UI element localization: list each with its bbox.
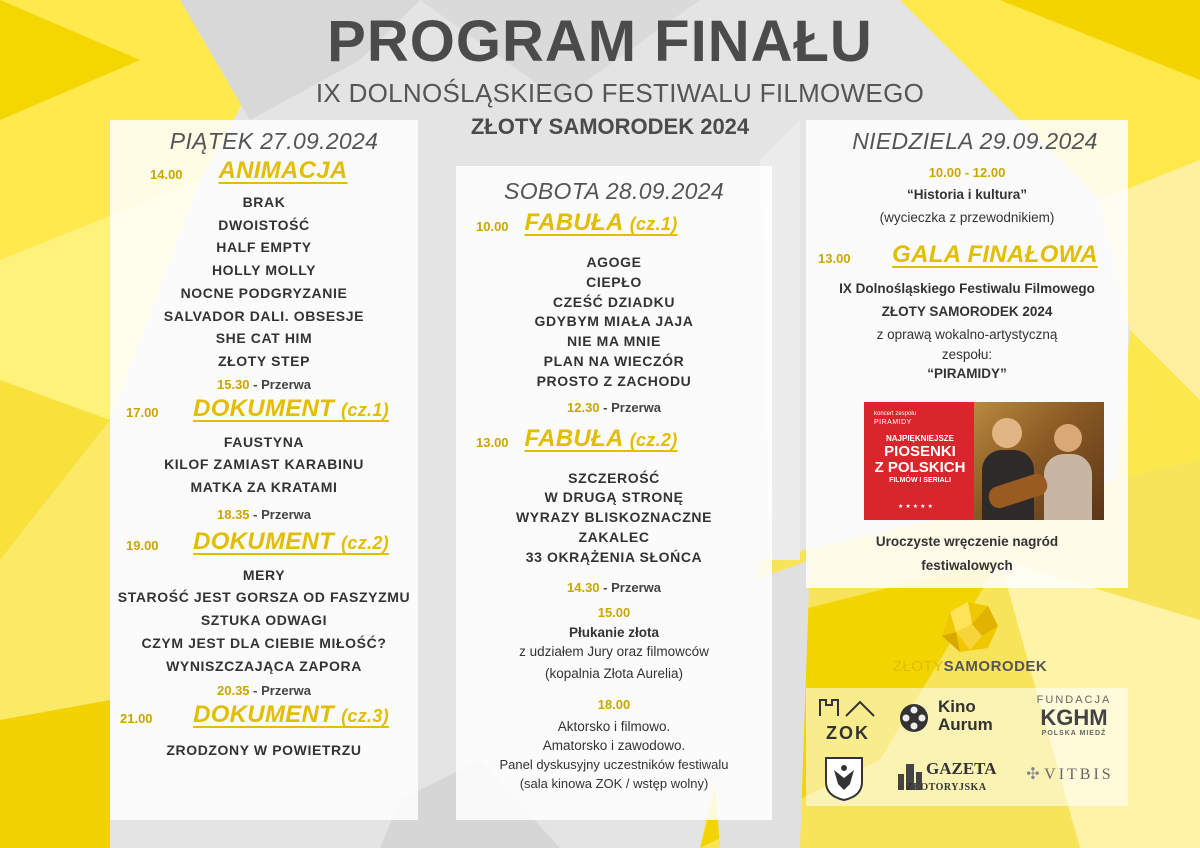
gold-nugget-icon	[890, 596, 1050, 658]
gala-line: ZŁOTY SAMORODEK 2024	[881, 304, 1053, 319]
kghm-top-text: FUNDACJA	[1036, 694, 1112, 706]
friday-column	[110, 128, 418, 762]
vitbis-logo	[1016, 764, 1124, 794]
break-line	[456, 580, 772, 595]
friday-block-dokument2-heading	[110, 528, 418, 562]
friday-dokument3-films	[110, 739, 418, 762]
film-item: KILOF ZAMIAST KARABINU	[164, 456, 364, 473]
kghm-logo	[1028, 694, 1120, 744]
film-item: NOCNE PODGRYZANIE	[180, 284, 348, 301]
break-line	[456, 400, 772, 415]
friday-dokument1-films	[110, 431, 418, 499]
festival-logo-text-b: SAMORODEK	[943, 658, 1048, 675]
event-line: Aktorsko i filmowo.	[557, 718, 671, 734]
closing-line: Uroczyste wręczenie nagród	[875, 534, 1059, 549]
film-item: PLAN NA WIECZÓR	[543, 352, 685, 369]
festival-logo-text-a: ZŁOTY	[892, 658, 944, 675]
block-part: (cz.3)	[341, 706, 389, 727]
tour-desc: (wycieczka z przewodnikiem)	[879, 210, 1055, 225]
film-item: AGOGE	[586, 254, 642, 270]
event-time: 18.00	[597, 696, 631, 712]
zok-logo	[816, 696, 880, 744]
break-line	[110, 507, 418, 522]
event-title: Płukanie złota	[568, 624, 660, 640]
kghm-main-text: KGHM	[1040, 705, 1108, 730]
vitbis-text: VITBIS	[1044, 766, 1114, 783]
break-time: 15.30	[217, 376, 250, 392]
sunday-day-heading: NIEDZIELA 29.09.2024	[852, 128, 1098, 154]
block-label-text: FABUŁA	[524, 209, 623, 236]
saturday-day-heading: SOBOTA 28.09.2024	[504, 178, 724, 204]
saturday-block-fabula2-heading	[456, 425, 772, 459]
film-item: MATKA ZA KRATAMI	[190, 479, 338, 496]
kino-logo-line1: Kino	[938, 697, 976, 716]
film-item: GDYBYM MIAŁA JAJA	[534, 313, 694, 330]
festival-logo	[890, 596, 1050, 686]
band-photo	[974, 402, 1104, 520]
break-time: 20.35	[217, 683, 250, 699]
film-item: PROSTO Z ZACHODU	[536, 372, 692, 389]
kino-aurum-logo	[898, 698, 1008, 738]
break-line	[110, 377, 418, 392]
page-title: PROGRAM FINAŁU	[327, 9, 873, 74]
break-label: - Przerwa	[253, 683, 311, 699]
block-label-text: DOKUMENT	[193, 394, 335, 422]
block-label	[193, 528, 389, 556]
block-label-text: DOKUMENT	[193, 701, 335, 729]
gala-line: z oprawą wokalno-artystyczną	[876, 327, 1058, 342]
block-label-text: ANIMACJA	[218, 157, 348, 184]
gala-label: GALA FINAŁOWA	[892, 241, 1098, 268]
page-subtitle: IX DOLNOŚLĄSKIEGO FESTIWALU FILMOWEGO	[315, 78, 925, 108]
break-time: 18.35	[217, 506, 250, 522]
concert-band: PIRAMIDY	[874, 419, 912, 426]
concert-title-line: NAJPIĘKNIEJSZE	[885, 434, 955, 443]
block-label	[524, 425, 677, 453]
concert-title-line: Z POLSKICH	[874, 459, 966, 476]
film-item: 33 OKRĄŻENIA SŁOŃCA	[525, 548, 703, 565]
film-item: MERY	[242, 566, 286, 583]
concert-stars: ★★★★★	[898, 504, 935, 510]
friday-block-dokument1-heading	[110, 395, 418, 429]
eagle-shield-icon	[822, 754, 866, 802]
gala-band: “PIRAMIDY”	[927, 366, 1007, 381]
break-label: - Przerwa	[253, 506, 311, 522]
castle-icon	[816, 696, 880, 718]
film-item: FAUSTYNA	[223, 433, 305, 450]
film-item: SZTUKA ODWAGI	[200, 612, 328, 629]
band-member-head	[1054, 424, 1082, 452]
gala-line: zespołu:	[941, 347, 993, 362]
kino-logo-line2: Aurum	[938, 715, 993, 734]
break-line	[110, 683, 418, 698]
friday-dokument2-films	[110, 564, 418, 678]
break-time: 14.30	[567, 579, 600, 595]
block-time: 21.00	[120, 711, 153, 727]
band-member-shape	[1044, 454, 1092, 520]
film-item: DWOISTOŚĆ	[218, 216, 310, 233]
tour-time: 10.00 - 12.00	[928, 165, 1006, 180]
film-item: ZAKALEC	[578, 528, 650, 545]
saturday-block-fabula1-heading	[456, 209, 772, 243]
saturday-fabula1-films	[456, 253, 772, 392]
friday-animacja-films	[110, 191, 418, 373]
block-label	[193, 395, 389, 423]
film-item: HALF EMPTY	[216, 239, 312, 256]
friday-block-animacja-heading	[110, 157, 418, 191]
film-item: CIEPŁO	[586, 273, 642, 290]
film-item: W DRUGĄ STRONĘ	[544, 489, 684, 506]
break-label: - Przerwa	[603, 579, 661, 595]
film-item: STAROŚĆ JEST GORSZA OD FASZYZMU	[117, 589, 411, 606]
block-label	[193, 701, 389, 729]
zok-logo-text: ZOK	[826, 723, 870, 743]
film-item: ZŁOTY STEP	[217, 352, 311, 369]
block-time: 14.00	[150, 167, 183, 182]
concert-title-line: FILMÓW I SERIALI	[889, 477, 951, 484]
gala-heading	[806, 241, 1128, 275]
festival-logo-text	[890, 658, 1050, 675]
break-time: 12.30	[567, 399, 600, 415]
vitbis-mark-icon: ✣	[1026, 766, 1040, 783]
kghm-bottom-text: POLSKA MIEDŹ	[1041, 730, 1107, 737]
film-item: SHE CAT HIM	[215, 330, 313, 347]
film-item: BRAK	[242, 194, 286, 210]
gazeta-logo	[896, 758, 1006, 802]
film-item: WYNISZCZAJĄCA ZAPORA	[166, 657, 362, 674]
tour-title: “Historia i kultura”	[906, 187, 1028, 202]
saturday-event-panel	[456, 695, 772, 793]
saturday-event-plukanie	[456, 603, 772, 683]
film-item: CZEŚĆ DZIADKU	[552, 293, 676, 310]
gala-line: IX Dolnośląskiego Festiwalu Filmowego	[839, 281, 1095, 296]
block-time: 13.00	[476, 434, 509, 450]
event-line: Amatorsko i zawodowo.	[542, 737, 686, 753]
gala-time: 13.00	[818, 251, 851, 266]
block-label	[524, 209, 677, 237]
block-time: 19.00	[126, 537, 159, 553]
closing-line: festiwalowych	[921, 558, 1013, 573]
concert-title-line: PIOSENKI	[884, 443, 956, 460]
event-line: Panel dyskusyjny uczestników festiwalu	[499, 756, 729, 772]
saturday-fabula2-films	[456, 469, 772, 568]
block-label-text: DOKUMENT	[193, 527, 335, 555]
block-label-text: FABUŁA	[524, 424, 623, 452]
film-item: SZCZEROŚĆ	[568, 469, 660, 486]
concert-title	[872, 433, 968, 485]
friday-day-heading: PIĄTEK 27.09.2024	[169, 128, 379, 154]
concert-small-text: koncert zespołu	[874, 411, 917, 417]
page-subtitle-edition: ZŁOTY SAMORODEK 2024	[470, 114, 750, 139]
break-label: - Przerwa	[603, 399, 661, 415]
block-part: (cz.1)	[341, 399, 389, 420]
block-part: (cz.2)	[629, 429, 678, 450]
film-item: CZYM JEST DLA CIEBIE MIŁOŚĆ?	[141, 634, 387, 651]
film-item: ZRODZONY W POWIETRZU	[166, 742, 362, 759]
concert-poster	[864, 402, 1104, 520]
block-label	[218, 157, 347, 185]
gazeta-logo-line1: GAZETA	[926, 759, 997, 778]
film-item: NIE MA MNIE	[567, 333, 661, 350]
break-label: - Przerwa	[253, 376, 311, 392]
event-desc: z udziałem Jury oraz filmowców	[519, 643, 709, 659]
event-time: 15.00	[597, 604, 631, 620]
film-item: WYRAZY BLISKOZNACZNE	[515, 509, 713, 526]
film-item: SALVADOR DALI. OBSESJE	[163, 307, 365, 324]
gazeta-logo-line2: ZŁOTORYJSKA	[906, 782, 987, 793]
event-location: (sala kinowa ZOK / wstęp wolny)	[519, 775, 709, 791]
band-member-head	[992, 418, 1022, 448]
friday-block-dokument3-heading	[110, 701, 418, 735]
block-part: (cz.2)	[341, 532, 389, 553]
event-location: (kopalnia Złota Aurelia)	[544, 665, 684, 681]
block-time: 10.00	[476, 219, 509, 234]
saturday-column	[456, 178, 772, 793]
film-item: HOLLY MOLLY	[211, 262, 317, 279]
coat-of-arms-logo	[822, 754, 866, 802]
block-time: 17.00	[126, 404, 159, 420]
block-part: (cz.1)	[629, 214, 678, 234]
film-reel-icon	[898, 702, 930, 734]
